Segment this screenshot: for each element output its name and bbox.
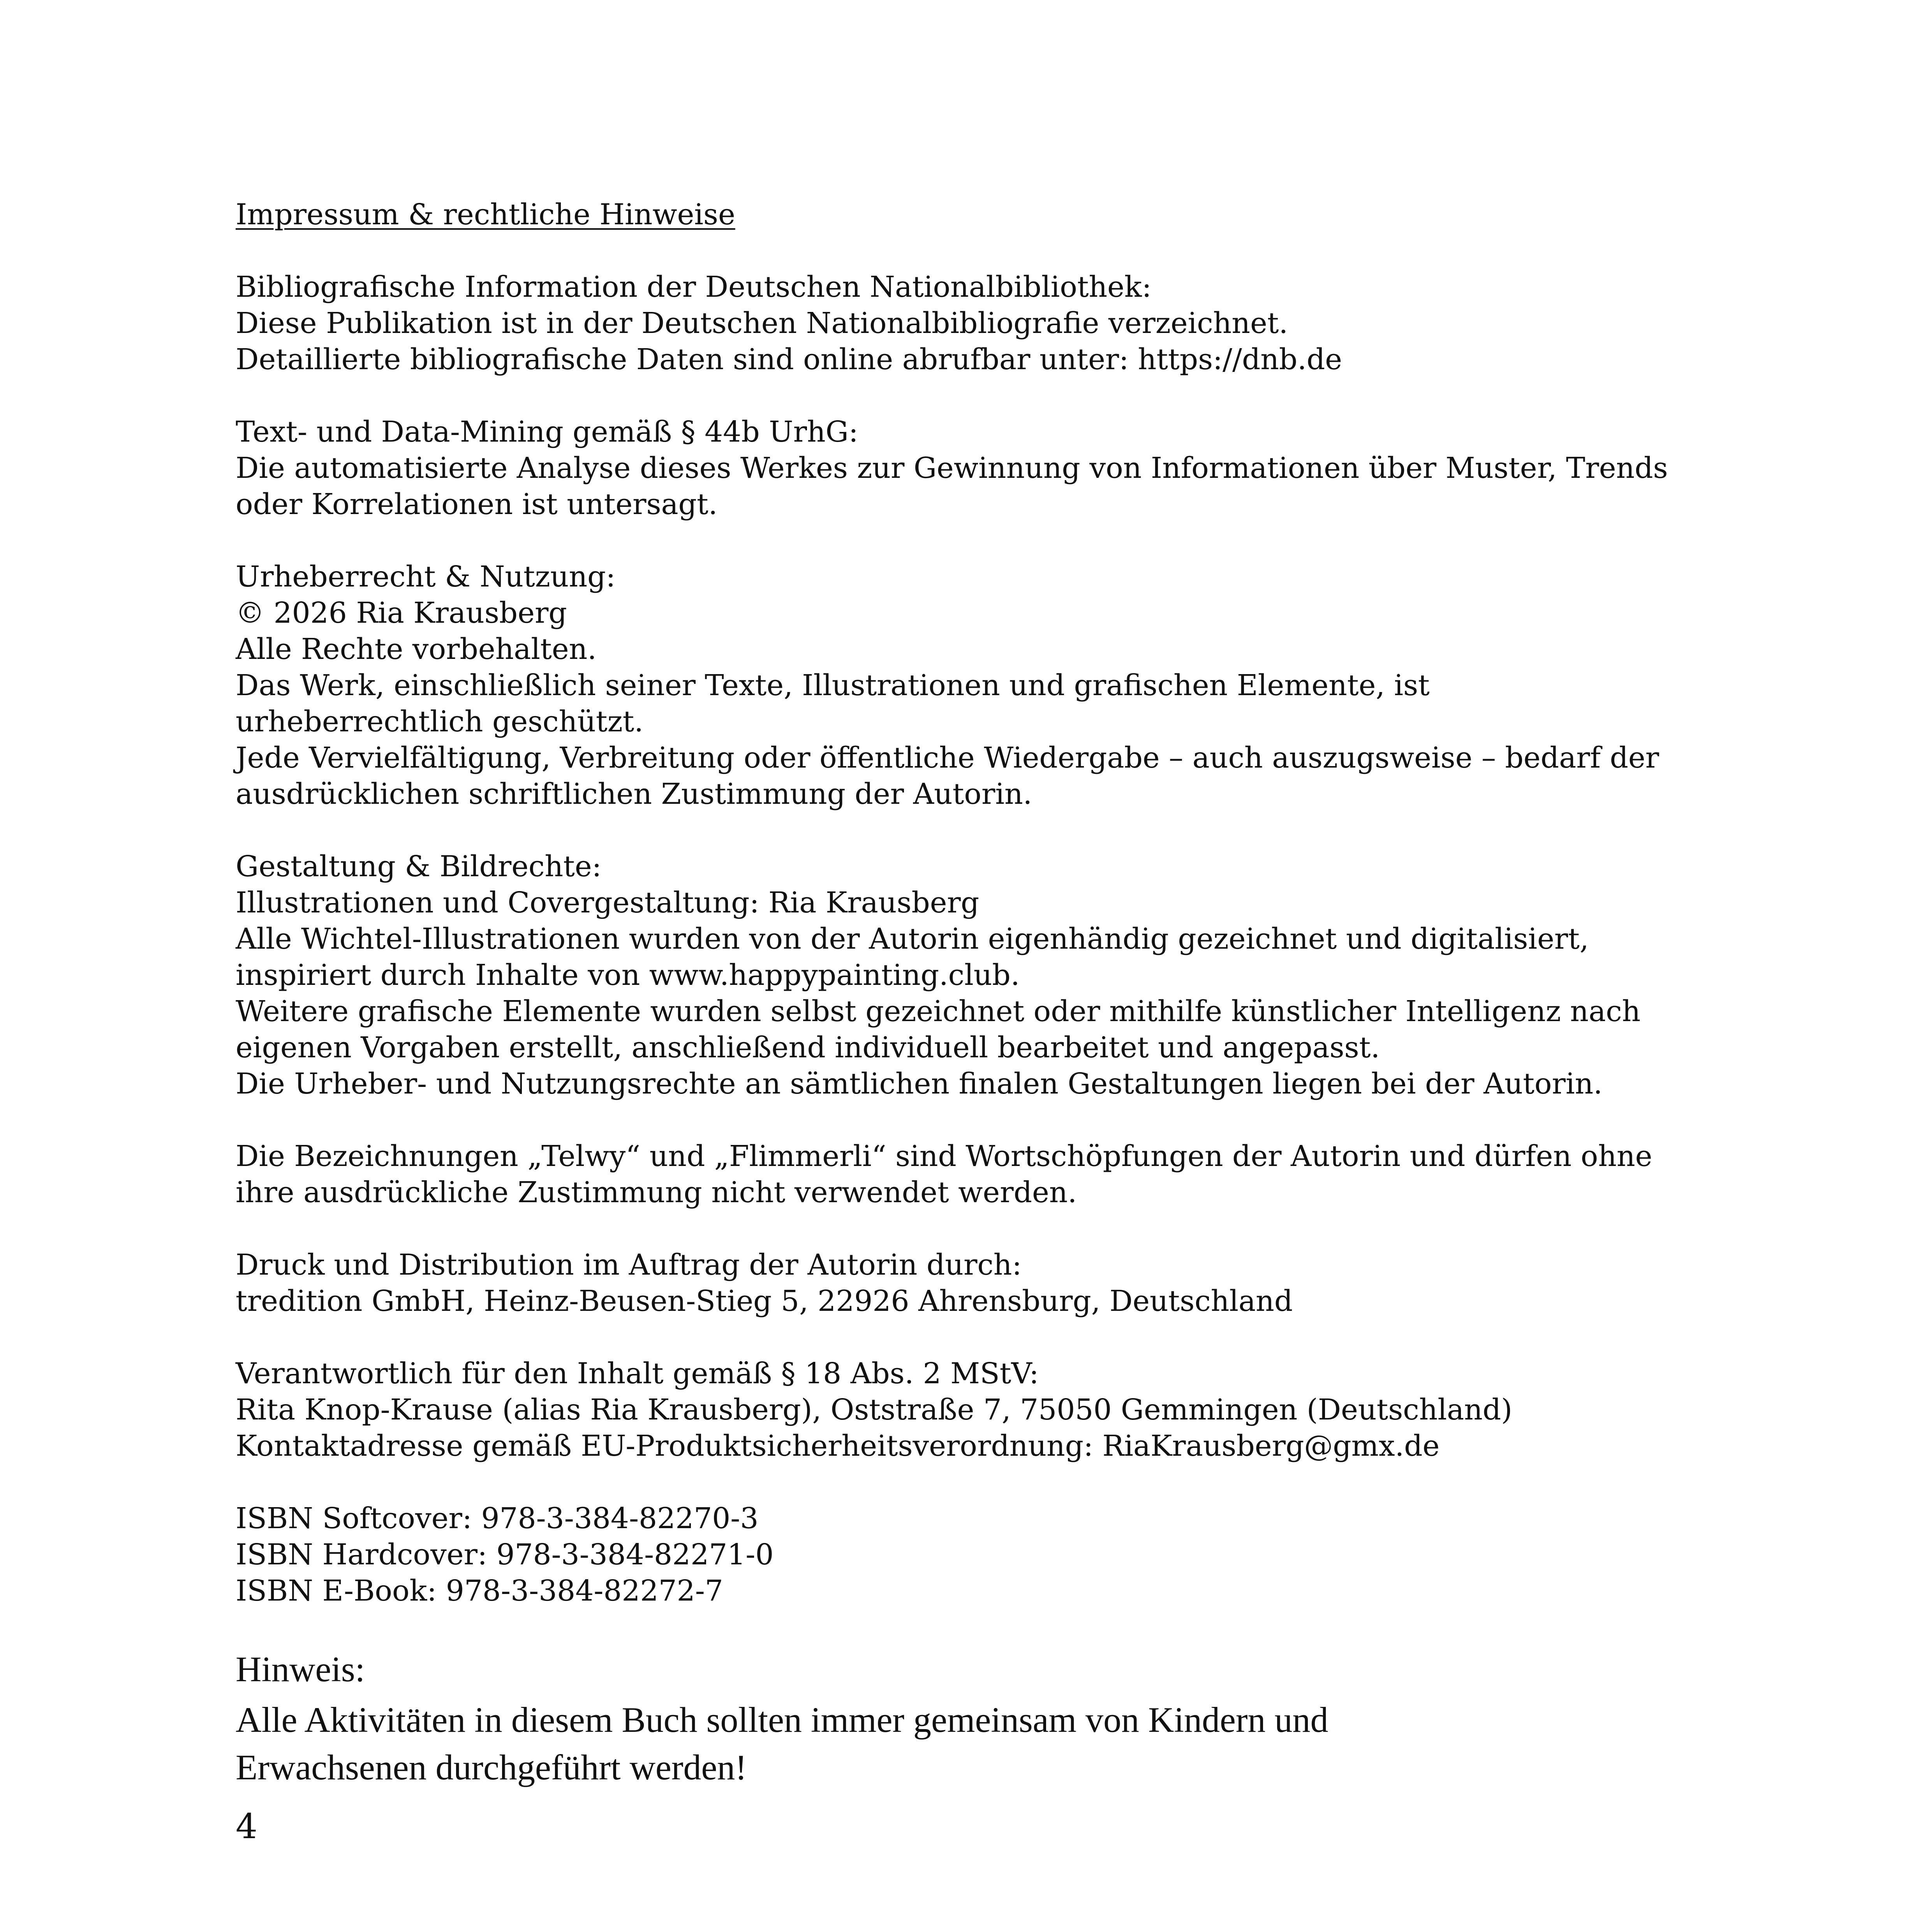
section-line: ihre ausdrückliche Zustimmung nicht verwendet werden.	[236, 1176, 1077, 1209]
page-title: Impressum & rechtliche Hinweise	[236, 198, 735, 231]
section-trademark-terms	[236, 1138, 1677, 1211]
section-line: Text- und Data-Mining gemäß § 44b UrhG:	[236, 415, 858, 449]
section-bibliographic-info	[236, 269, 1677, 378]
section-line: Die automatisierte Analyse dieses Werkes zur Gewinnung von Informationen über Muster, Trends	[236, 451, 1668, 485]
notice-line: Erwachsenen durchgeführt werden!	[236, 1747, 747, 1787]
section-copyright	[236, 559, 1677, 812]
section-line: Die Urheber- und Nutzungsrechte an sämtlichen finalen Gestaltungen liegen bei der Autorin.	[236, 1067, 1603, 1101]
section-line: Kontaktadresse gemäß EU-Produktsicherheitsverordnung: RiaKrausberg@gmx.de	[236, 1429, 1440, 1463]
section-line: Detaillierte bibliografische Daten sind online abrufbar unter: https://dnb.de	[236, 343, 1342, 376]
section-line: tredition GmbH, Heinz-Beusen-Stieg 5, 22926 Ahrensburg, Deutschland	[236, 1284, 1293, 1318]
section-line: Alle Wichtel-Illustrationen wurden von der Autorin eigenhändig gezeichnet und digitalisiert,	[236, 922, 1589, 956]
section-line: oder Korrelationen ist untersagt.	[236, 488, 718, 521]
section-line: Druck und Distribution im Auftrag der Autorin durch:	[236, 1248, 1022, 1282]
section-line: Weitere grafische Elemente wurden selbst gezeichnet oder mithilfe künstlicher Intelligenz nach	[236, 995, 1641, 1028]
section-line: Urheberrecht & Nutzung:	[236, 560, 616, 594]
section-line: Gestaltung & Bildrechte:	[236, 850, 602, 883]
isbn-line: ISBN Softcover: 978-3-384-82270-3	[236, 1502, 759, 1535]
imprint-content	[236, 197, 1677, 1645]
notice-line: Alle Aktivitäten in diesem Buch sollten immer gemeinsam von Kindern und	[236, 1700, 1328, 1740]
section-design-image-rights	[236, 849, 1677, 1102]
section-responsible-content	[236, 1356, 1677, 1464]
section-line: Alle Rechte vorbehalten.	[236, 632, 597, 666]
section-line: eigenen Vorgaben erstellt, anschließend individuell bearbeitet und angepasst.	[236, 1031, 1380, 1064]
section-text-data-mining	[236, 414, 1677, 523]
section-line: Bibliografische Information der Deutschen Nationalbibliothek:	[236, 270, 1152, 304]
section-line: ausdrücklichen schriftlichen Zustimmung der Autorin.	[236, 777, 1032, 811]
activity-notice	[236, 1645, 1755, 1791]
section-line: urheberrechtlich geschützt.	[236, 705, 643, 738]
section-line: Verantwortlich für den Inhalt gemäß § 18 Abs. 2 MStV:	[236, 1357, 1039, 1390]
isbn-line: ISBN Hardcover: 978-3-384-82271-0	[236, 1538, 774, 1571]
isbn-line: ISBN E-Book: 978-3-384-82272-7	[236, 1574, 723, 1608]
section-line: Jede Vervielfältigung, Verbreitung oder öffentliche Wiedergabe – auch auszugsweise – bedarf der	[236, 741, 1659, 775]
notice-title: Hinweis:	[236, 1649, 365, 1689]
section-line: Diese Publikation ist in der Deutschen Nationalbibliografie verzeichnet.	[236, 306, 1288, 340]
section-line: Illustrationen und Covergestaltung: Ria Krausberg	[236, 886, 980, 919]
section-print-distribution	[236, 1247, 1677, 1319]
section-line: Rita Knop-Krause (alias Ria Krausberg), Oststraße 7, 75050 Gemmingen (Deutschland)	[236, 1393, 1513, 1427]
section-line: Die Bezeichnungen „Telwy“ und „Flimmerli“ sind Wortschöpfungen der Autorin und dürfen ohne	[236, 1139, 1653, 1173]
section-line: inspiriert durch Inhalte von www.happypainting.club.	[236, 958, 1020, 992]
page-number: 4	[236, 1806, 257, 1846]
section-line: © 2026 Ria Krausberg	[236, 596, 567, 630]
section-isbn	[236, 1501, 1677, 1609]
section-line: Das Werk, einschließlich seiner Texte, Illustrationen und grafischen Elemente, ist	[236, 669, 1430, 702]
